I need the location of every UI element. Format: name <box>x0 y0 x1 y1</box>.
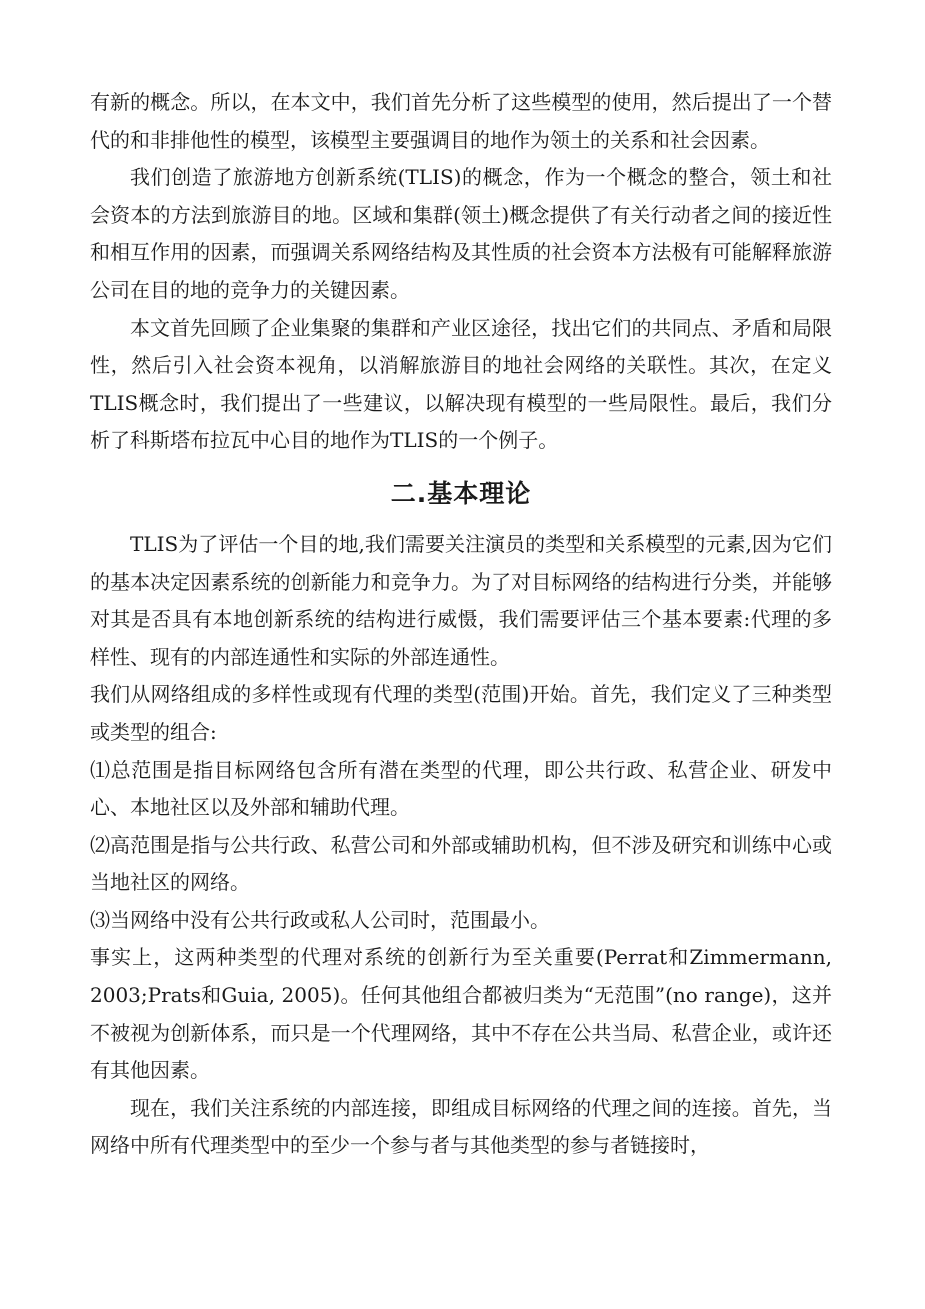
document-page <box>90 84 832 1165</box>
paragraph-no-range: 事实上，这两种类型的代理对系统的创新行为至关重要(Perrat和Zimmermann, 2003;Prats和Guia, 2005)。任何其他组合都被归类为“无范围”(no range)，这并不被视为创新体系，而只是一个代理网络，其中不存在公共当局、私营企业，或许还有其他因素。 <box>90 945 832 1083</box>
paragraph-tlis-concept: 我们创造了旅游地方创新系统(TLIS)的概念，作为一个概念的整合，领土和社会资本的方法到旅游目的地。区域和集群(领土)概念提供了有关行动者之间的接近性和相互作用的因素，而强调关系网络结构及其性质的社会资本方法极有可能解释旅游公司在目的地的竞争力的关键因素。 <box>90 165 832 302</box>
section-heading: 二.基本理论 <box>390 478 532 508</box>
paragraph-tlis-evaluation: TLIS为了评估一个目的地,我们需要关注演员的类型和关系模型的元素,因为它们的基本决定因素系统的创新能力和竞争力。为了对目标网络的结构进行分类，并能够对其是否具有本地创新系统的结构进行威慑，我们需要评估三个基本要素:代理的多样性、现有的内部连通性和实际的外部连通性。 <box>90 531 832 669</box>
paragraph-internal-connectivity: 现在，我们关注系统的内部连接，即组成目标网络的代理之间的连接。首先，当网络中所有代理类型中的至少一个参与者与其他类型的参与者链接时， <box>90 1095 832 1158</box>
list-item-min-range: ⑶当网络中没有公共行政或私人公司时，范围最小。 <box>90 907 550 932</box>
paragraph-paper-outline: 本文首先回顾了企业集聚的集群和产业区途径，找出它们的共同点、矛盾和局限性，然后引入社会资本视角，以消解旅游目的地社会网络的关联性。其次，在定义TLIS概念时，我们提出了一些建议，以解决现有模型的一些局限性。最后，我们分析了科斯塔布拉瓦中心目的地作为TLIS的一个例子。 <box>90 315 832 453</box>
list-item-high-range: ⑵高范围是指与公共行政、私营公司和外部或辅助机构，但不涉及研究和训练中心或当地社区的网络。 <box>90 832 832 895</box>
paragraph-network-range: 我们从网络组成的多样性或现有代理的类型(范围)开始。首先，我们定义了三种类型或类型的组合: <box>90 682 832 744</box>
list-item-total-range: ⑴总范围是指目标网络包含所有潜在类型的代理，即公共行政、私营企业、研发中心、本地社区以及外部和辅助代理。 <box>90 757 832 820</box>
paragraph-intro-continuation: 有新的概念。所以，在本文中，我们首先分析了这些模型的使用，然后提出了一个替代的和非排他性的模型，该模型主要强调目的地作为领土的关系和社会因素。 <box>90 90 832 152</box>
